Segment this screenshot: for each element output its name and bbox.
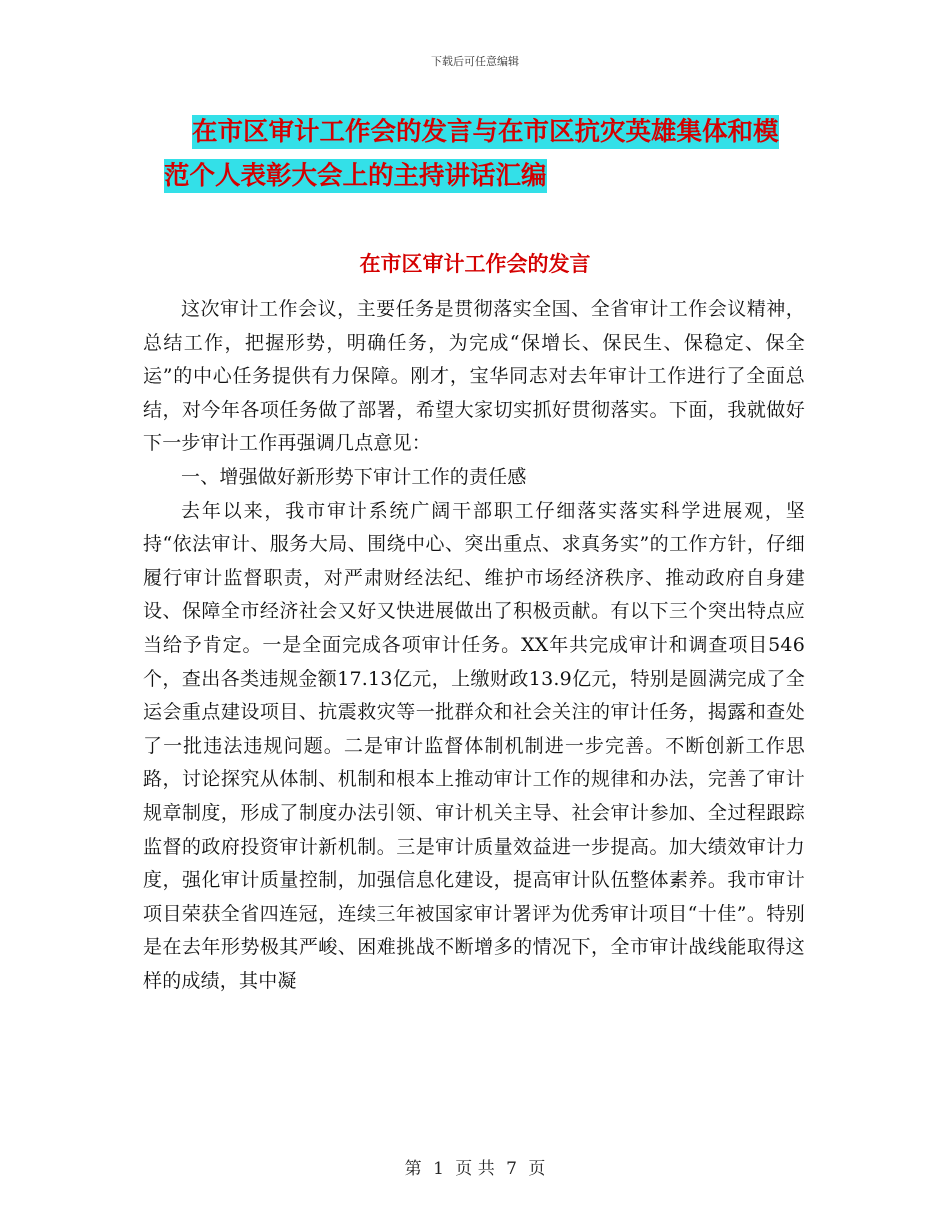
- section-title: 在市区审计工作会的发言: [359, 252, 591, 276]
- footer-suffix: 页: [528, 1159, 546, 1179]
- page-footer: [0, 1154, 950, 1179]
- title-line-1: 在市区审计工作会的发言与在市区抗灾英雄集体和模: [192, 117, 779, 147]
- paragraph: 这次审计工作会议，主要任务是贯彻落实全国、全省审计工作会议精神，总结工作，把握形势，明确任务，为完成“保增长、保民生、保稳定、保全运”的中心任务提供有力保障。刚才，宝华同志对去年审计工作进行了全面总结，对今年各项任务做了部署，希望大家切实抓好贯彻落实。下面，我就做好下一步审计工作再强调几点意见：: [143, 298, 805, 455]
- title-line-2: 范个人表彰大会上的主持讲话汇编: [164, 161, 547, 191]
- page-header-note: 下载后可任意编辑: [431, 55, 519, 68]
- paragraph: 去年以来，我市审计系统广阔干部职工仔细落实落实科学进展观，坚持“依法审计、服务大局、围绕中心、突出重点、求真务实”的工作方针，仔细履行审计监督职责，对严肃财经法纪、维护市场经济秩序、推动政府自身建设、保障全市经济社会又好又快进展做出了积极贡献。有以下三个突出特点应当给予肯定。一是全面完成各项审计任务。XX年共完成审计和调查项目546个，查出各类违规金额17.13亿元，上缴财政13.9亿元，特别是圆满完成了全运会重点建设项目、抗震救灾等一批群众和社会关注的审计任务，揭露和查处了一批违法违规问题。二是审计监督体制机制进一步完善。不断创新工作思路，讨论探究从体制、机制和根本上推动审计工作的规律和办法，完善了审计规章制度，形成了制度办法引领、审计机关主导、社会审计参加、全过程跟踪监督的政府投资审计新机制。三是审计质量效益进一步提高。加大绩效审计力度，强化审计质量控制，加强信息化建设，提高审计队伍整体素养。我市审计项目荣获全省四连冠，连续三年被国家审计署评为优秀审计项目“十佳”。特别是在去年形势极其严峻、困难挑战不断增多的情况下，全市审计战线能取得这样的成绩，其中凝: [143, 499, 805, 992]
- total-page-count: 7: [506, 1159, 517, 1179]
- current-page-number: 1: [433, 1159, 444, 1179]
- document-title: [164, 110, 812, 198]
- heading-paragraph: 一、增强做好新形势下审计工作的责任感: [181, 465, 527, 488]
- footer-middle: 页 共: [455, 1159, 495, 1179]
- footer-prefix: 第: [404, 1159, 422, 1179]
- document-body: [143, 293, 805, 998]
